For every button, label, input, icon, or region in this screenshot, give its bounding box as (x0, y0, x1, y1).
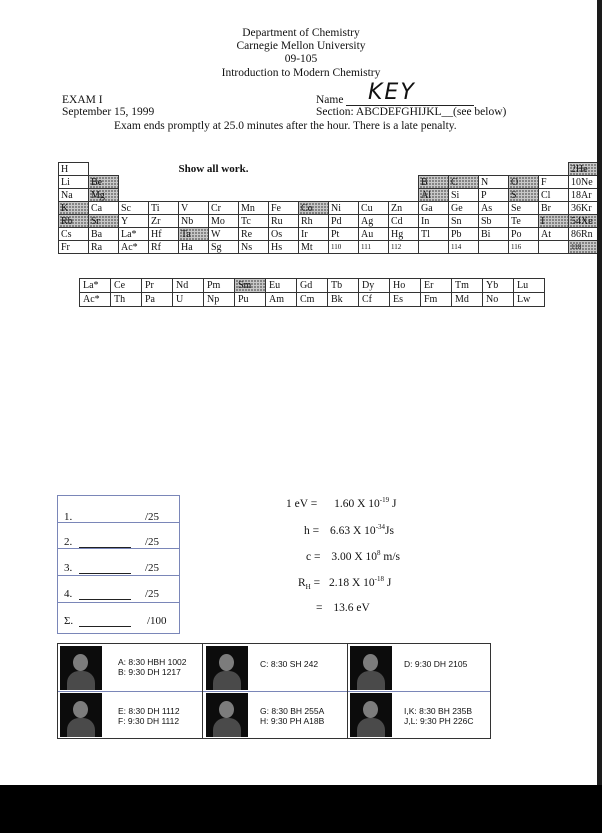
element-114: 114 (449, 241, 479, 254)
element-36Kr: 36Kr (569, 202, 599, 215)
constant-rydberg-unit: J (384, 576, 392, 589)
element-Au: Au (359, 228, 389, 241)
element-Se: Se (509, 202, 539, 215)
element-Cl: Cl (539, 189, 569, 202)
element-Sb: Sb (479, 215, 509, 228)
section-a: A: 8:30 HBH 1002 (118, 657, 187, 667)
ta-photo-d (350, 646, 392, 690)
constant-c-label: c = (306, 550, 321, 563)
element-Tl: Tl (419, 228, 449, 241)
score-points-4: /25 (145, 588, 160, 600)
element-86Rn: 86Rn (569, 228, 599, 241)
element-Fr: Fr (59, 241, 89, 254)
element-Gd: Gd (297, 279, 328, 293)
score-points-2: /25 (145, 536, 160, 548)
element-Mt: Mt (299, 241, 329, 254)
element-empty (179, 176, 209, 189)
element-Ta: Ta (179, 228, 209, 241)
section-jl: J,L: 9:30 PH 226C (404, 716, 474, 726)
ta-photo-gh (206, 693, 248, 737)
section-e: E: 8:30 DH 1112 (118, 706, 180, 716)
element-Rh: Rh (299, 215, 329, 228)
section-h: H: 9:30 PH A18B (260, 716, 325, 726)
course-number: 09-105 (284, 53, 318, 65)
element-empty (539, 241, 569, 254)
element-Bk: Bk (328, 293, 359, 307)
element-Eu: Eu (266, 279, 297, 293)
element-O: O (509, 176, 539, 189)
element-La: La* (119, 228, 149, 241)
element-Sc: Sc (119, 202, 149, 215)
constant-rydberg-ev-value: 13.6 eV (333, 602, 370, 614)
element-Zn: Zn (389, 202, 419, 215)
constant-rydberg-equals: = (310, 576, 321, 589)
score-points-total: /100 (147, 615, 167, 627)
score-blank-3 (79, 573, 131, 574)
element-empty (119, 176, 149, 189)
element-U: U (173, 293, 204, 307)
element-Sr: Sr (89, 215, 119, 228)
element-empty (299, 189, 329, 202)
element-Ge: Ge (449, 202, 479, 215)
element-Ag: Ag (359, 215, 389, 228)
score-box (57, 495, 180, 634)
element-Ti: Ti (149, 202, 179, 215)
element-empty (389, 189, 419, 202)
element-empty (209, 176, 239, 189)
element-Os: Os (269, 228, 299, 241)
ta-photo-ef (60, 693, 102, 737)
section-box-vdivider (347, 644, 348, 738)
score-divider (58, 522, 179, 523)
score-blank-4 (79, 599, 131, 600)
element-Hg: Hg (389, 228, 419, 241)
element-H: H (59, 163, 89, 176)
element-empty (149, 189, 179, 202)
element-P: P (479, 189, 509, 202)
element-B: B (419, 176, 449, 189)
score-divider (58, 575, 179, 576)
scan-edge (597, 0, 602, 785)
constant-h-label: h = (304, 524, 320, 537)
element-S: S (509, 189, 539, 202)
element-Pa: Pa (142, 293, 173, 307)
element-Ir: Ir (299, 228, 329, 241)
element-N: N (479, 176, 509, 189)
element-empty (119, 189, 149, 202)
score-points-3: /25 (145, 562, 160, 574)
element-Tb: Tb (328, 279, 359, 293)
element-Np: Np (204, 293, 235, 307)
score-divider (58, 602, 179, 603)
score-label-2: 2. (64, 536, 73, 548)
section-box-divider (58, 691, 490, 692)
element-empty (419, 241, 449, 254)
element-empty (209, 189, 239, 202)
constant-h-exponent: -34 (375, 523, 386, 531)
element-Sm: Sm (235, 279, 266, 293)
element-empty (239, 189, 269, 202)
element-Be: Be (89, 176, 119, 189)
element-Mg: Mg (89, 189, 119, 202)
score-label-total: Σ. (64, 615, 74, 627)
element-Ac: Ac* (80, 293, 111, 307)
element-Cr: Cr (209, 202, 239, 215)
element-Ho: Ho (390, 279, 421, 293)
element-empty (239, 176, 269, 189)
element-empty (359, 189, 389, 202)
ta-photo-ijkl (350, 693, 392, 737)
element-118: 118 (569, 241, 599, 254)
element-Ns: Ns (239, 241, 269, 254)
element-empty (389, 176, 419, 189)
element-No: No (483, 293, 514, 307)
element-Pr: Pr (142, 279, 173, 293)
constant-ev-exponent: -19 (379, 496, 390, 504)
element-Cf: Cf (359, 293, 390, 307)
constant-ev-value: 1.60 X 10 (334, 497, 380, 510)
element-110: 110 (329, 241, 359, 254)
element-Al: Al (419, 189, 449, 202)
element-Ni: Ni (329, 202, 359, 215)
element-Zr: Zr (149, 215, 179, 228)
element-Bi: Bi (479, 228, 509, 241)
section-c: C: 8:30 SH 242 (260, 659, 319, 669)
element-empty (329, 189, 359, 202)
constant-h (304, 521, 394, 538)
exam-title: EXAM I (62, 94, 103, 106)
constant-c (306, 547, 400, 564)
constant-ev-label: 1 eV = (286, 497, 318, 510)
lanthanide-actinide-table (79, 278, 545, 307)
element-Tm: Tm (452, 279, 483, 293)
scan-bottom-border (0, 785, 602, 833)
exam-date: September 15, 1999 (62, 106, 155, 118)
element-Ba: Ba (89, 228, 119, 241)
element-Pu: Pu (235, 293, 266, 307)
element-Sn: Sn (449, 215, 479, 228)
constant-c-exponent: 8 (377, 549, 381, 557)
element-Th: Th (111, 293, 142, 307)
element-Nb: Nb (179, 215, 209, 228)
element-Am: Am (266, 293, 297, 307)
section-f: F: 9:30 DH 1112 (118, 716, 180, 726)
element-At: At (539, 228, 569, 241)
section-ik: I,K: 8:30 BH 235B (404, 706, 473, 716)
element-Pm: Pm (204, 279, 235, 293)
score-points-1: /25 (145, 511, 160, 523)
element-C: C (449, 176, 479, 189)
constant-rydberg-label: R (298, 576, 306, 589)
element-W: W (209, 228, 239, 241)
periodic-table (58, 162, 599, 254)
element-Lw: Lw (514, 293, 545, 307)
element-Pt: Pt (329, 228, 359, 241)
element-La: La* (80, 279, 111, 293)
element-Co: Co (299, 202, 329, 215)
constant-h-value: 6.63 X 10 (330, 524, 376, 537)
element-111: 111 (359, 241, 389, 254)
score-blank-total (79, 626, 131, 627)
element-Pb: Pb (449, 228, 479, 241)
element-10Ne: 10Ne (569, 176, 599, 189)
element-Mo: Mo (209, 215, 239, 228)
element-Ca: Ca (89, 202, 119, 215)
element-Nd: Nd (173, 279, 204, 293)
element-Br: Br (539, 202, 569, 215)
constant-rydberg-subscript: H (305, 583, 311, 592)
element-Es: Es (390, 293, 421, 307)
element-Cm: Cm (297, 293, 328, 307)
element-empty (329, 176, 359, 189)
element-Dy: Dy (359, 279, 390, 293)
element-empty (149, 176, 179, 189)
element-Y: Y (119, 215, 149, 228)
element-Yb: Yb (483, 279, 514, 293)
constant-c-value: 3.00 X 10 (331, 550, 378, 563)
element-As: As (479, 202, 509, 215)
element-Lu: Lu (514, 279, 545, 293)
element-Na: Na (59, 189, 89, 202)
element-Rb: Rb (59, 215, 89, 228)
element-empty (359, 176, 389, 189)
element-He: 2He (569, 163, 599, 176)
constant-h-unit: Js (385, 524, 394, 537)
element-Md: Md (452, 293, 483, 307)
score-label-1: 1. (64, 511, 73, 523)
element-In: In (419, 215, 449, 228)
constant-ev-unit: J (389, 497, 397, 510)
element-116: 116 (509, 241, 539, 254)
element-Cd: Cd (389, 215, 419, 228)
section-d: D: 9:30 DH 2105 (404, 659, 468, 669)
element-54Xe: 54Xe (569, 215, 599, 228)
element-Cu: Cu (359, 202, 389, 215)
element-Li: Li (59, 176, 89, 189)
element-Tc: Tc (239, 215, 269, 228)
constant-rydberg-value: 2.18 X 10 (328, 576, 375, 589)
score-label-3: 3. (64, 562, 73, 574)
element-V: V (179, 202, 209, 215)
element-Ce: Ce (111, 279, 142, 293)
element-Fm: Fm (421, 293, 452, 307)
element-empty (269, 189, 299, 202)
element-Re: Re (239, 228, 269, 241)
element-empty (299, 176, 329, 189)
university-heading: Carnegie Mellon University (236, 40, 366, 52)
section-g: G: 8:30 BH 255A (260, 706, 325, 716)
element-Hs: Hs (269, 241, 299, 254)
ta-photo-ab (60, 646, 102, 690)
element-Rf: Rf (149, 241, 179, 254)
element-Fe: Fe (269, 202, 299, 215)
element-Er: Er (421, 279, 452, 293)
element-Ra: Ra (89, 241, 119, 254)
name-label: Name (316, 94, 344, 106)
section-box-vdivider (202, 644, 203, 738)
constant-c-unit: m/s (380, 550, 401, 563)
element-Si: Si (449, 189, 479, 202)
element-Hf: Hf (149, 228, 179, 241)
element-Mn: Mn (239, 202, 269, 215)
element-18Ar: 18Ar (569, 189, 599, 202)
department-heading: Department of Chemistry (242, 27, 360, 39)
constant-rydberg-exponent: -18 (374, 575, 385, 583)
element-K: K (59, 202, 89, 215)
show-work-caption: Show all work. (178, 162, 249, 175)
name-value-handwritten: KEY (368, 80, 416, 105)
element-Ru: Ru (269, 215, 299, 228)
score-label-4: 4. (64, 588, 73, 600)
element-empty (479, 241, 509, 254)
score-divider (58, 548, 179, 549)
element-Sg: Sg (209, 241, 239, 254)
constant-rydberg (298, 573, 391, 594)
element-Te: Te (509, 215, 539, 228)
element-Ac: Ac* (119, 241, 149, 254)
constant-rydberg-ev-equals: = (316, 602, 323, 614)
constant-ev (286, 494, 396, 511)
element-Po: Po (509, 228, 539, 241)
exam-notice: Exam ends promptly at 25.0 minutes after the hour. There is a late penalty. (114, 120, 457, 132)
section-label: Section: ABCDEFGHIJKL__(see below) (316, 106, 507, 118)
constant-rydberg-ev (316, 602, 370, 615)
element-Ha: Ha (179, 241, 209, 254)
course-title: Introduction to Modern Chemistry (221, 67, 381, 79)
element-112: 112 (389, 241, 419, 254)
ta-photo-c (206, 646, 248, 690)
section-b: B: 9:30 DH 1217 (118, 667, 181, 677)
element-I: I (539, 215, 569, 228)
element-Ga: Ga (419, 202, 449, 215)
element-Pd: Pd (329, 215, 359, 228)
element-F: F (539, 176, 569, 189)
element-empty (269, 176, 299, 189)
section-info-box (57, 643, 491, 739)
element-empty (179, 189, 209, 202)
element-Cs: Cs (59, 228, 89, 241)
